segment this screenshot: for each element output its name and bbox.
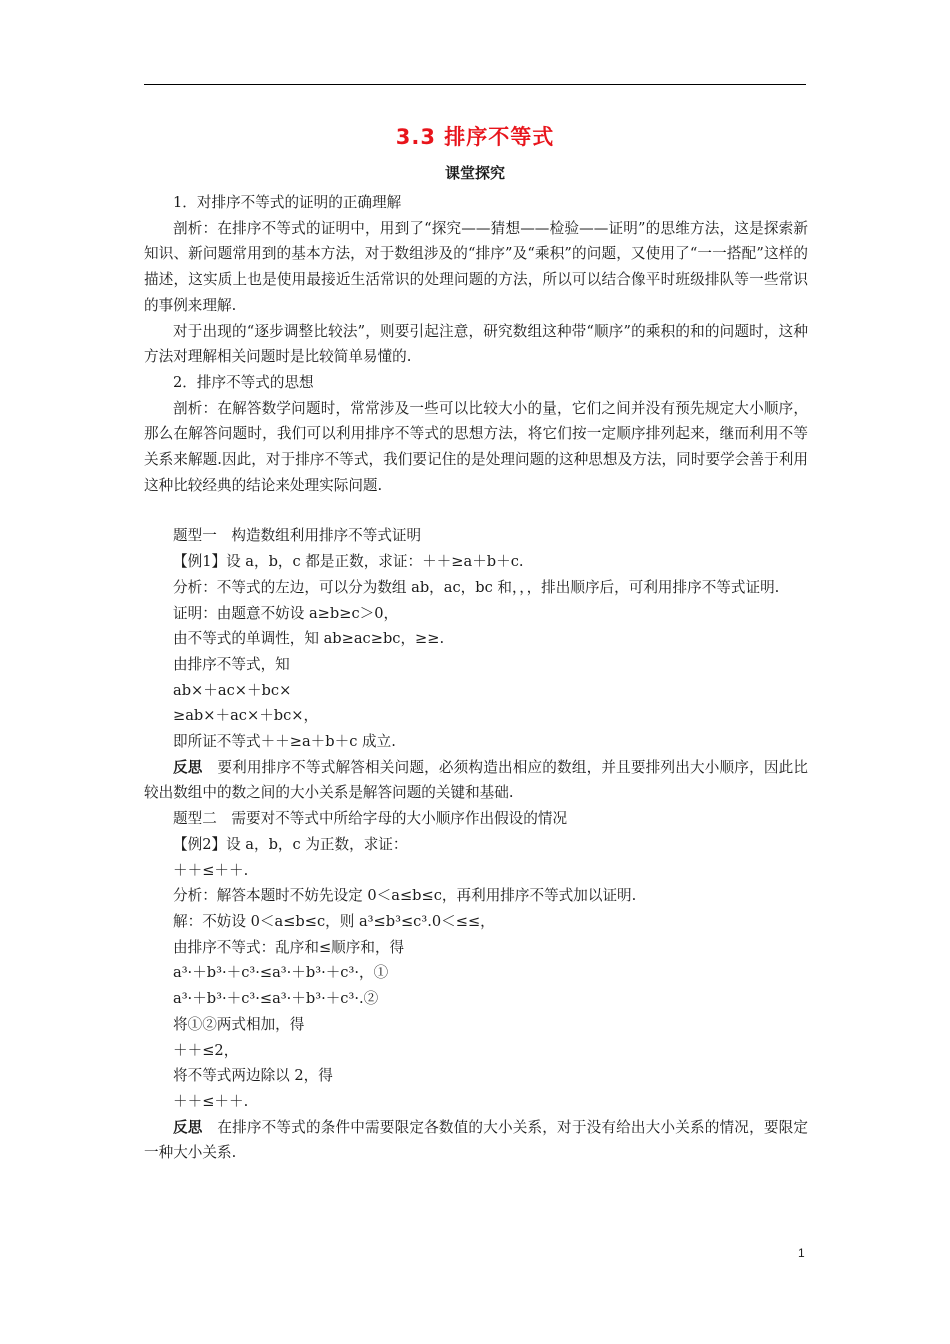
proof-line-2: 由不等式的单调性，知 ab≥ac≥bc，≥≥. [173, 630, 445, 648]
heading-2: 2．排序不等式的思想 [173, 373, 314, 391]
solution-line-3: a³·＋b³·＋c³·≤a³·＋b³·＋c³·，① [173, 964, 389, 982]
proof-line-6: 即所证不等式＋＋≥a＋b＋c 成立. [173, 733, 396, 751]
proof-line-1: 证明：由题意不妨设 a≥b≥c＞0， [173, 604, 399, 622]
example-2: 【例2】设 a，b，c 为正数，求证： [173, 835, 408, 853]
proof-line-4: ab×＋ac×＋bc× [173, 681, 292, 699]
solution-line-2: 由排序不等式：乱序和≤顺序和，得 [173, 938, 405, 956]
solution-line-7: 将不等式两边除以 2，得 [173, 1067, 333, 1085]
reflection-label: 反思 [173, 758, 203, 776]
analysis-paragraph-1: 剖析：在排序不等式的证明中，用到了“探究——猜想——检验——证明”的思维方法，这是探索新知识、新问题常用到的基本方法，对于数组涉及的“排序”及“乘积”的问题，又使用了“一一搭配”这样的描述，这实质上也是使用最接近生活常识的处理问题的方法，所以可以结合像平时班级排队等一些常识的事例来理解. [144, 219, 808, 314]
section-subtitle: 课堂探究 [444, 164, 505, 182]
type-2-heading: 题型二 需要对不等式中所给字母的大小顺序作出假设的情况 [173, 810, 568, 828]
solution-line-5: 将①②两式相加，得 [173, 1015, 305, 1033]
type-1-heading: 题型一 构造数组利用排序不等式证明 [173, 527, 422, 545]
heading-1: 1．对排序不等式的证明的正确理解 [173, 194, 402, 211]
example-1-analysis: 分析：不等式的左边，可以分为数组 ab，ac，bc 和，，，排出顺序后，可利用排序不等式证明. [173, 578, 780, 596]
solution-line-4: a³·＋b³·＋c³·≤a³·＋b³·＋c³·.② [173, 990, 379, 1008]
example-1: 【例1】设 a，b，c 都是正数，求证：＋＋≥a＋b＋c. [173, 553, 524, 571]
page-title: 3.3 排序不等式 [395, 125, 555, 149]
header-rule [144, 84, 806, 85]
document-body [144, 190, 808, 1166]
reflection-text: 在排序不等式的条件中需要限定各数值的大小关系，对于没有给出大小关系的情况，要限定一种大小关系. [144, 1118, 808, 1162]
example-2-inequality: ＋＋≤＋＋. [173, 861, 249, 879]
page-number: 1 [798, 1246, 805, 1260]
solution-line-8: ＋＋≤＋＋. [173, 1092, 249, 1110]
reflection-text: 要利用排序不等式解答相关问题，必须构造出相应的数组，并且要排列出大小顺序，因此比较出数组中的数之间的大小关系是解答问题的关键和基础. [144, 758, 808, 802]
proof-line-5: ≥ab×＋ac×＋bc×， [173, 707, 319, 725]
solution-line-1: 解：不妨设 0＜a≤b≤c，则 a³≤b³≤c³.0＜≤≤， [173, 912, 495, 930]
section-gap [144, 498, 808, 523]
proof-line-3: 由排序不等式，知 [173, 655, 290, 673]
reflection-1 [144, 755, 808, 806]
analysis-paragraph-2: 对于出现的“逐步调整比较法”，则要引起注意，研究数组这种带“顺序”的乘积的和的问题时，这种方法对理解相关问题时是比较简单易懂的. [144, 322, 808, 366]
reflection-label: 反思 [173, 1118, 203, 1136]
analysis-paragraph-3: 剖析：在解答数学问题时，常常涉及一些可以比较大小的量，它们之间并没有预先规定大小顺序，那么在解答问题时，我们可以利用排序不等式的思想方法，将它们按一定顺序排列起来，继而利用不等关系来解题.因此，对于排序不等式，我们要记住的是处理问题的这种思想及方法，同时要学会善于利用这种比较经典的结论来处理实际问题. [144, 399, 808, 494]
reflection-2 [144, 1115, 808, 1166]
solution-line-6: ＋＋≤2， [173, 1041, 239, 1059]
example-2-analysis: 分析：解答本题时不妨先设定 0＜a≤b≤c，再利用排序不等式加以证明. [173, 887, 637, 905]
